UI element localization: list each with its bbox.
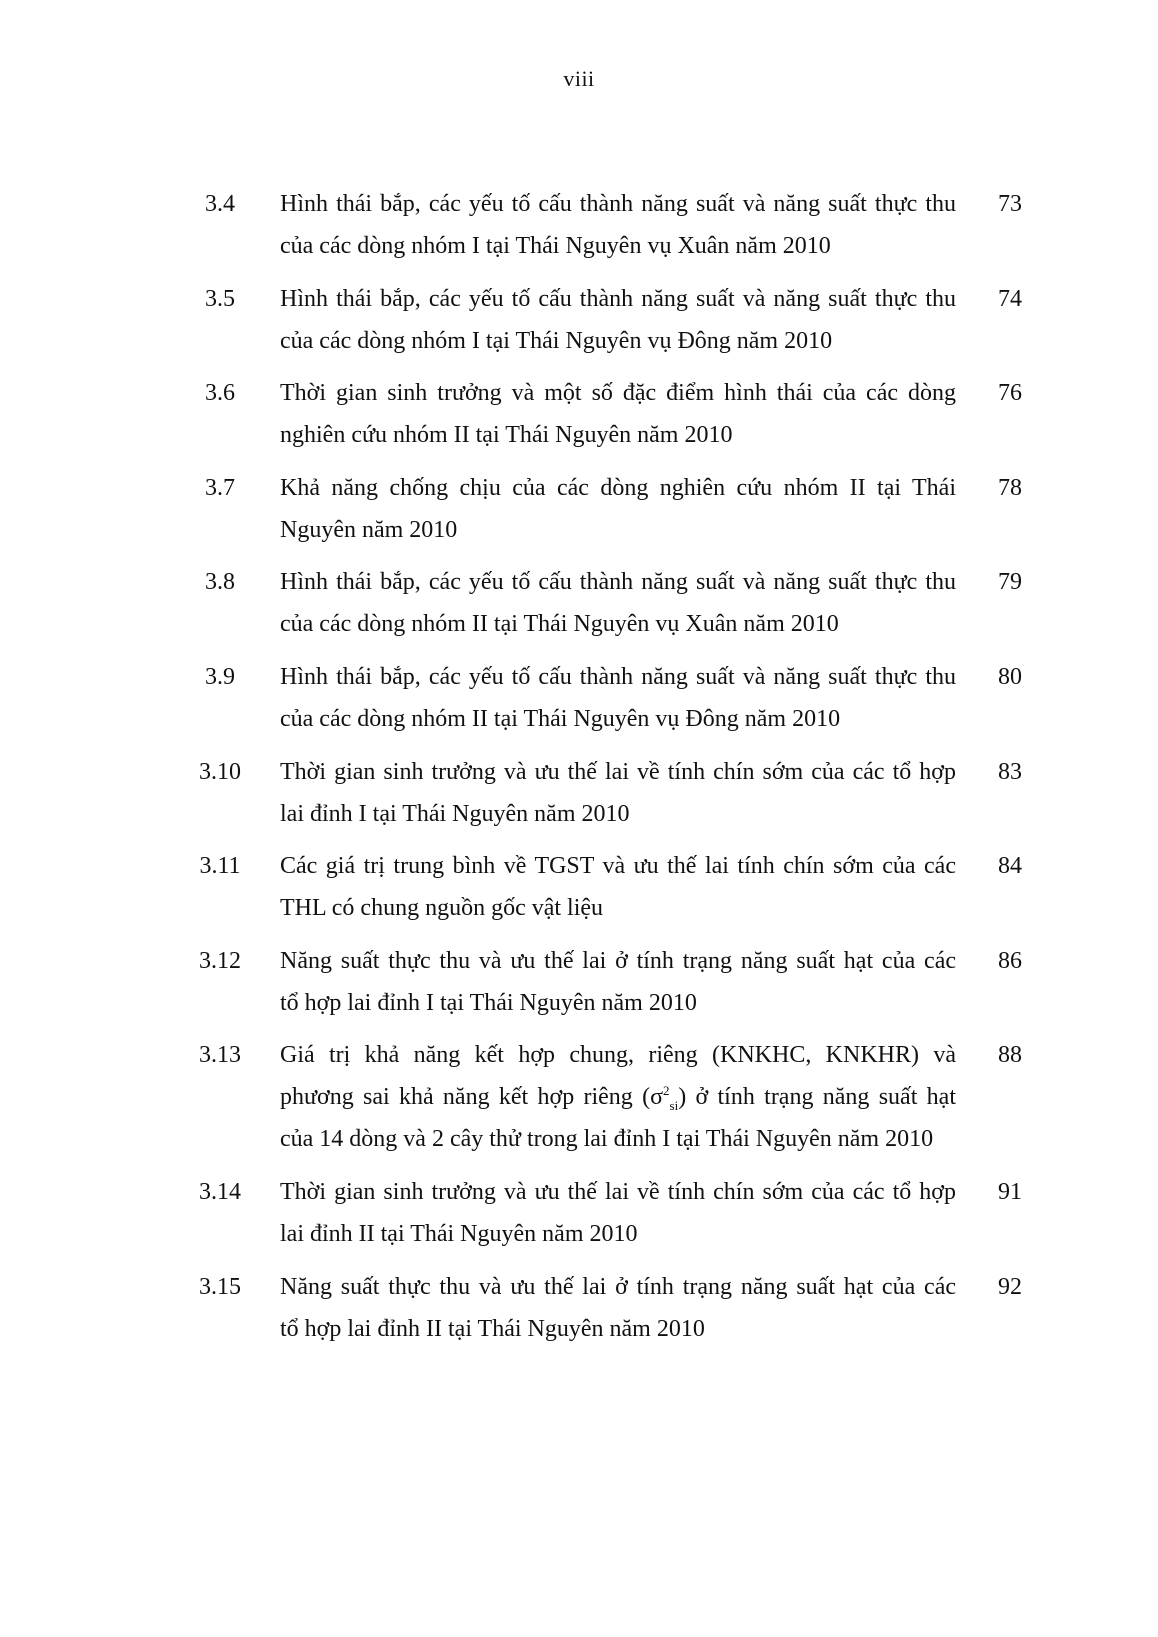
table-title (280, 278, 956, 362)
table-number: 3.12 (199, 947, 241, 974)
title-line (280, 1076, 956, 1118)
table-number: 3.5 (205, 285, 235, 312)
title-line: THL có chung nguồn gốc vật liệu (280, 895, 604, 922)
table-number: 3.6 (205, 380, 235, 407)
superscript: 2 (663, 1083, 670, 1099)
table-title (280, 467, 956, 551)
title-line: lai đỉnh II tại Thái Nguyên năm 2010 (280, 1221, 638, 1248)
page-ref: 86 (998, 947, 1022, 974)
table-list (0, 183, 1158, 1361)
table-number: 3.8 (205, 569, 235, 596)
list-item (0, 845, 1158, 940)
table-number: 3.4 (205, 191, 235, 217)
table-title (280, 561, 956, 645)
list-item (0, 940, 1158, 1035)
table-number: 3.13 (199, 1042, 241, 1069)
table-number: 3.10 (199, 758, 241, 785)
table-number: 3.11 (199, 853, 241, 880)
table-title (280, 656, 956, 740)
page-ref: 80 (998, 663, 1022, 690)
list-item (0, 467, 1158, 562)
table-title (280, 1171, 956, 1255)
title-line: của các dòng nhóm I tại Thái Nguyên vụ Xuân năm 2010 (280, 233, 831, 259)
title-line: Các giá trị trung bình về TGST và ưu thế lai tính chín sớm của các (280, 853, 956, 880)
title-line: của các dòng nhóm I tại Thái Nguyên vụ Đông năm 2010 (280, 327, 833, 354)
table-number: 3.15 (199, 1273, 241, 1300)
title-line: Hình thái bắp, các yếu tố cấu thành năng suất và năng suất thực thu (280, 285, 956, 312)
table-title (280, 751, 956, 835)
page-ref: 79 (998, 569, 1022, 596)
title-line: Hình thái bắp, các yếu tố cấu thành năng suất và năng suất thực thu (280, 663, 956, 690)
list-item (0, 1266, 1158, 1361)
title-line: Thời gian sinh trưởng và ưu thế lai về tính chín sớm của các tổ hợp (280, 758, 956, 785)
page-ref: 74 (998, 285, 1022, 312)
page-ref: 92 (998, 1273, 1022, 1300)
title-line: Hình thái bắp, các yếu tố cấu thành năng suất và năng suất thực thu (280, 191, 956, 217)
title-text: ) ở tính trạng năng suất hạt (678, 1084, 957, 1111)
list-item (0, 1034, 1158, 1171)
table-number: 3.9 (205, 663, 235, 690)
page-ref: 88 (998, 1042, 1022, 1069)
page-ref: 78 (998, 474, 1022, 501)
title-line: tổ hợp lai đỉnh I tại Thái Nguyên năm 2010 (280, 989, 697, 1016)
title-line: của các dòng nhóm II tại Thái Nguyên vụ Đông năm 2010 (280, 705, 841, 732)
title-line: nghiên cứu nhóm II tại Thái Nguyên năm 2010 (280, 422, 733, 449)
list-item (0, 1171, 1158, 1266)
subscript: si (669, 1098, 679, 1114)
title-line: Thời gian sinh trưởng và một số đặc điểm hình thái của các dòng (280, 380, 956, 407)
title-line: Giá trị khả năng kết hợp chung, riêng (KNKHC, KNKHR) và (280, 1042, 956, 1069)
title-line: Năng suất thực thu và ưu thế lai ở tính trạng năng suất hạt của các (280, 947, 956, 974)
title-line: của các dòng nhóm II tại Thái Nguyên vụ Xuân năm 2010 (280, 611, 839, 638)
list-item (0, 183, 1158, 278)
title-text: phương sai khả năng kết hợp riêng (σ (280, 1084, 664, 1111)
table-title (280, 940, 956, 1024)
title-line: Thời gian sinh trưởng và ưu thế lai về tính chín sớm của các tổ hợp (280, 1179, 956, 1206)
table-number: 3.7 (205, 474, 235, 501)
table-title (280, 1266, 956, 1350)
page-ref: 76 (998, 380, 1022, 407)
title-line: lai đỉnh I tại Thái Nguyên năm 2010 (280, 800, 630, 827)
page-ref: 91 (998, 1179, 1022, 1206)
table-title (280, 845, 956, 929)
title-line: tổ hợp lai đỉnh II tại Thái Nguyên năm 2010 (280, 1315, 705, 1342)
page-ref: 83 (998, 758, 1022, 785)
table-title (280, 183, 956, 267)
title-line: Hình thái bắp, các yếu tố cấu thành năng suất và năng suất thực thu (280, 569, 956, 596)
page-number: viii (563, 66, 595, 91)
title-line: Khả năng chống chịu của các dòng nghiên cứu nhóm II tại Thái (280, 474, 956, 501)
table-title (280, 372, 956, 456)
page-ref: 73 (998, 191, 1022, 217)
list-item (0, 278, 1158, 373)
page-ref: 84 (998, 853, 1022, 880)
title-line: Nguyên năm 2010 (280, 516, 458, 543)
table-number: 3.14 (199, 1179, 241, 1206)
list-item (0, 372, 1158, 467)
title-line: của 14 dòng và 2 cây thử trong lai đỉnh I tại Thái Nguyên năm 2010 (280, 1126, 934, 1153)
list-item (0, 561, 1158, 656)
list-item (0, 656, 1158, 751)
title-line: Năng suất thực thu và ưu thế lai ở tính trạng năng suất hạt của các (280, 1273, 956, 1300)
list-item (0, 751, 1158, 846)
table-title (280, 1034, 956, 1160)
